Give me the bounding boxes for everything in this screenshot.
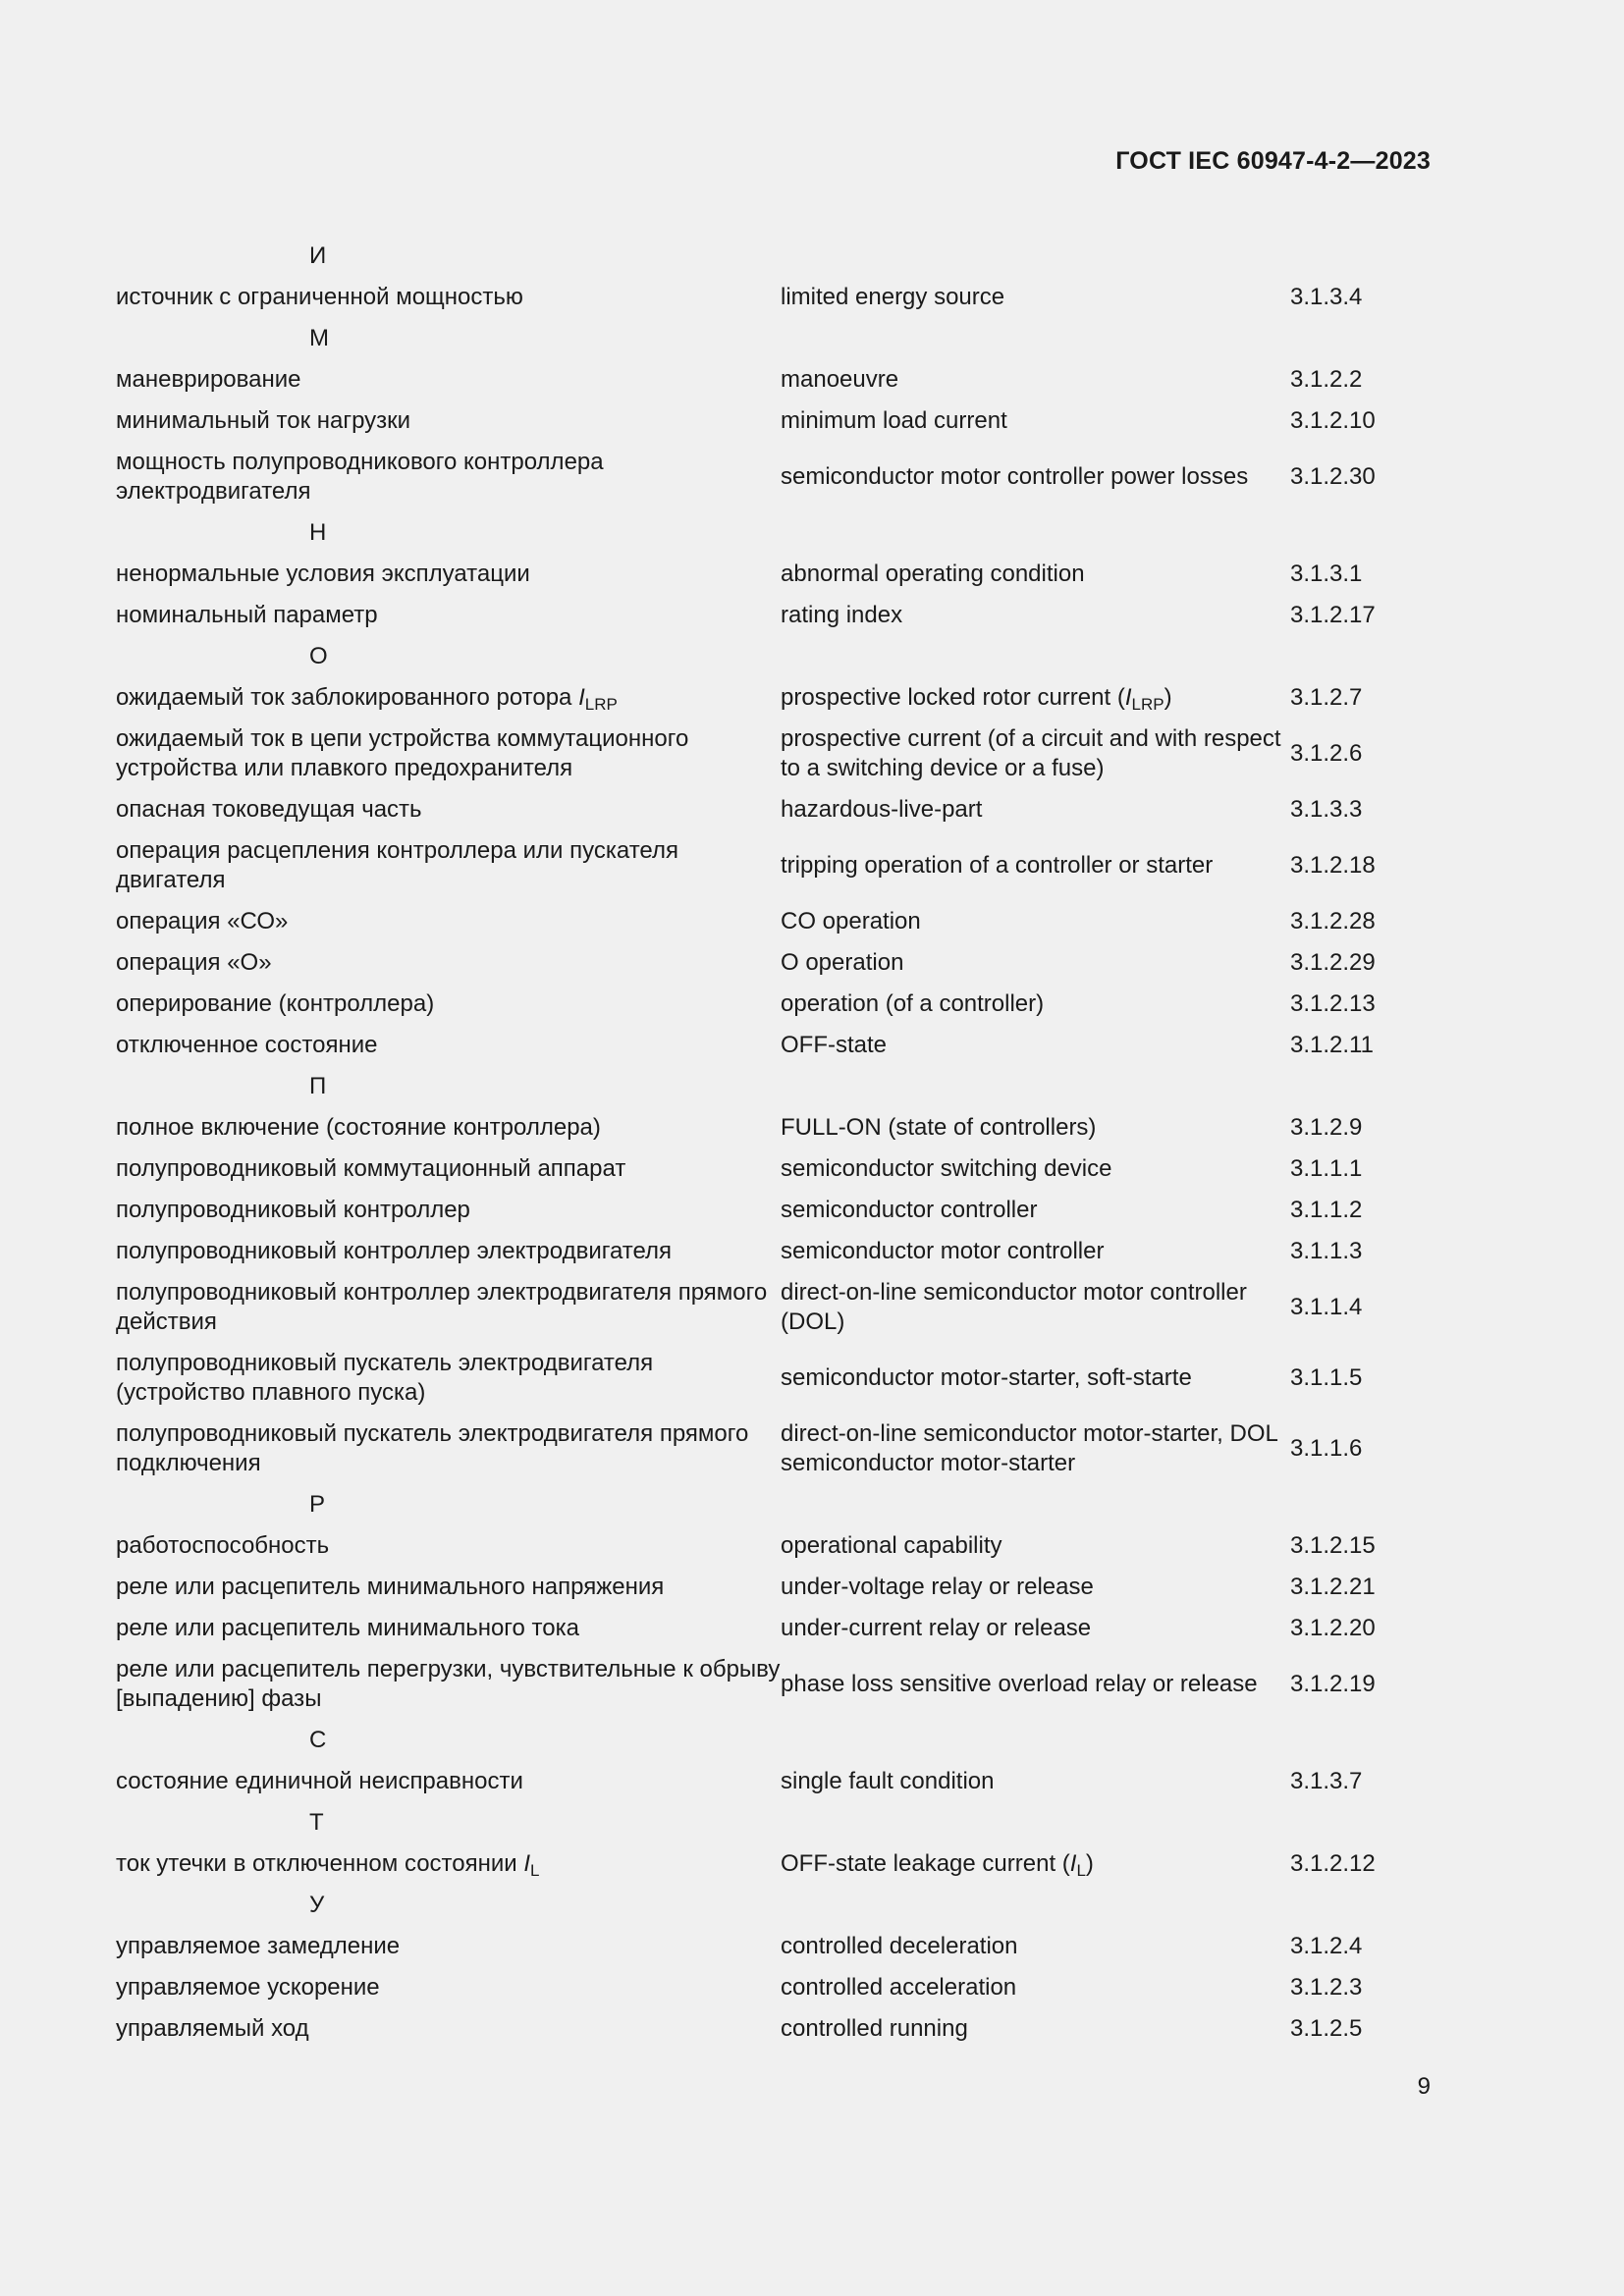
index-entry	[116, 1148, 1392, 1190]
index-entry	[116, 277, 1392, 318]
term-english-text: limited energy source	[781, 284, 1005, 310]
term-russian-text: реле или расцепитель минимального тока	[116, 1615, 579, 1641]
term-russian-text: операция расцепления контроллера или пускателя двигателя	[116, 837, 678, 893]
index-entry	[116, 1025, 1392, 1066]
letter-heading: Н	[309, 519, 327, 546]
term-english-suffix: )	[1085, 1850, 1094, 1877]
clause-reference: 3.1.2.2	[1290, 366, 1363, 393]
term-russian-subscript: L	[530, 1861, 540, 1880]
term-russian	[116, 1655, 781, 1714]
letter-heading: П	[309, 1073, 327, 1099]
index-entry	[116, 830, 1392, 901]
term-english-text: hazardous-live-part	[781, 796, 983, 823]
index-entry	[116, 1107, 1392, 1148]
term-russian-text: полупроводниковый пускатель электродвигателя (устройство плавного пуска)	[116, 1350, 654, 1406]
term-english-text: phase loss sensitive overload relay or release	[781, 1671, 1258, 1697]
term-russian	[116, 601, 781, 630]
clause-reference: 3.1.2.18	[1290, 852, 1376, 879]
term-english-suffix: )	[1164, 684, 1172, 711]
term-russian-text: ожидаемый ток заблокированного ротора	[116, 684, 579, 711]
term-russian	[116, 795, 781, 825]
index-entry	[116, 677, 1392, 719]
term-russian	[116, 1031, 781, 1060]
clause-reference: 3.1.2.20	[1290, 1615, 1376, 1641]
term-russian	[116, 1531, 781, 1561]
term-english	[781, 1419, 1290, 1478]
clause-reference: 3.1.2.12	[1290, 1850, 1376, 1877]
term-english-text: semiconductor motor controller power losses	[781, 463, 1249, 490]
term-english-text: OFF-state	[781, 1032, 888, 1058]
term-english-text: manoeuvre	[781, 366, 899, 393]
term-english-text: rating index	[781, 602, 903, 628]
term-russian-text: оперирование (контроллера)	[116, 990, 435, 1017]
index-entry	[116, 1608, 1392, 1649]
letter-heading-row	[116, 636, 1392, 677]
term-english	[781, 1113, 1290, 1143]
term-english	[781, 1614, 1290, 1643]
term-english-subscript: L	[1076, 1861, 1086, 1880]
letter-heading: М	[309, 325, 329, 351]
term-english-text: prospective locked rotor current (	[781, 684, 1125, 711]
clause-reference: 3.1.2.3	[1290, 1974, 1363, 2001]
term-english	[781, 989, 1290, 1019]
term-russian	[116, 1237, 781, 1266]
index-entry	[116, 1190, 1392, 1231]
index-entry	[116, 1525, 1392, 1567]
term-english-text: semiconductor motor-starter, soft-starte	[781, 1364, 1192, 1391]
term-russian-text: управляемый ход	[116, 2015, 309, 2042]
index-entry	[116, 789, 1392, 830]
term-russian	[116, 683, 781, 713]
letter-heading: И	[309, 242, 327, 269]
clause-reference: 3.1.2.17	[1290, 602, 1376, 628]
term-english	[781, 1531, 1290, 1561]
term-russian-text: ожидаемый ток в цепи устройства коммутационного устройства или плавкого предохранителя	[116, 725, 689, 781]
term-english	[781, 683, 1290, 713]
term-english-text: direct-on-line semiconductor motor-starter, DOL semiconductor motor-starter	[781, 1420, 1277, 1476]
index-entry	[116, 1967, 1392, 2008]
letter-heading: С	[309, 1727, 327, 1753]
term-english	[781, 1237, 1290, 1266]
term-english-subscript: LRP	[1131, 695, 1164, 714]
term-english	[781, 724, 1290, 783]
term-russian-text: операция «СО»	[116, 908, 289, 934]
clause-reference: 3.1.2.11	[1290, 1032, 1374, 1058]
clause-reference: 3.1.2.5	[1290, 2015, 1363, 2042]
clause-reference: 3.1.2.13	[1290, 990, 1376, 1017]
term-russian-text: полупроводниковый контроллер электродвигателя	[116, 1238, 673, 1264]
index-entry	[116, 400, 1392, 442]
term-english-text: CO operation	[781, 908, 921, 934]
term-russian-text: опасная токоведущая часть	[116, 796, 422, 823]
index-entry	[116, 1343, 1392, 1414]
term-russian	[116, 365, 781, 395]
term-english	[781, 1196, 1290, 1225]
term-russian-text: управляемое ускорение	[116, 1974, 380, 2001]
term-russian-text: полное включение (состояние контроллера)	[116, 1114, 601, 1141]
index-entry	[116, 2008, 1392, 2050]
term-russian	[116, 836, 781, 895]
clause-reference: 3.1.1.5	[1290, 1364, 1363, 1391]
term-english-text: tripping operation of a controller or starter	[781, 852, 1214, 879]
index-entry	[116, 1926, 1392, 1967]
term-russian-text: ток утечки в отключенном состоянии	[116, 1850, 524, 1877]
term-index	[116, 236, 1392, 2050]
term-english	[781, 851, 1290, 881]
clause-reference: 3.1.1.4	[1290, 1294, 1363, 1320]
term-russian	[116, 1849, 781, 1879]
clause-reference: 3.1.1.2	[1290, 1197, 1363, 1223]
term-russian-text: операция «О»	[116, 949, 272, 976]
term-english	[781, 907, 1290, 936]
term-russian	[116, 1767, 781, 1796]
term-english	[781, 1932, 1290, 1961]
term-russian	[116, 948, 781, 978]
letter-heading: Т	[309, 1809, 324, 1836]
term-english	[781, 1973, 1290, 2002]
term-english-text: operation (of a controller)	[781, 990, 1045, 1017]
letter-heading-row	[116, 1720, 1392, 1761]
term-russian-subscript: LRP	[584, 695, 618, 714]
index-entry	[116, 942, 1392, 984]
term-english-text: operational capability	[781, 1532, 1002, 1559]
clause-reference: 3.1.3.1	[1290, 561, 1363, 587]
term-russian-text: маневрирование	[116, 366, 301, 393]
term-english	[781, 1031, 1290, 1060]
letter-heading-row	[116, 236, 1392, 277]
term-russian	[116, 1419, 781, 1478]
term-english-text: abnormal operating condition	[781, 561, 1085, 587]
index-entry	[116, 1231, 1392, 1272]
clause-reference: 3.1.3.3	[1290, 796, 1363, 823]
term-russian-text: полупроводниковый коммутационный аппарат	[116, 1155, 626, 1182]
term-russian	[116, 1932, 781, 1961]
term-russian	[116, 1573, 781, 1602]
term-english-symbol: I	[1124, 684, 1132, 711]
term-russian	[116, 560, 781, 589]
term-english-text: semiconductor switching device	[781, 1155, 1112, 1182]
term-english-text: semiconductor motor controller	[781, 1238, 1105, 1264]
term-russian-text: минимальный ток нагрузки	[116, 407, 411, 434]
term-english	[781, 1363, 1290, 1393]
index-entry	[116, 1843, 1392, 1885]
term-russian-text: реле или расцепитель минимального напряжения	[116, 1574, 665, 1600]
clause-reference: 3.1.2.6	[1290, 740, 1363, 767]
term-english-text: controlled acceleration	[781, 1974, 1017, 2001]
term-russian	[116, 1614, 781, 1643]
term-russian-symbol: I	[578, 684, 585, 711]
clause-reference: 3.1.2.21	[1290, 1574, 1376, 1600]
index-entry	[116, 1414, 1392, 1484]
clause-reference: 3.1.2.7	[1290, 684, 1363, 711]
document-header: ГОСТ IEC 60947-4-2—2023	[1115, 147, 1431, 175]
term-english	[781, 1767, 1290, 1796]
term-english-text: controlled running	[781, 2015, 968, 2042]
index-entry	[116, 554, 1392, 595]
index-entry	[116, 719, 1392, 789]
term-russian	[116, 989, 781, 1019]
term-english	[781, 560, 1290, 589]
term-english	[781, 1670, 1290, 1699]
letter-heading: У	[309, 1892, 325, 1918]
clause-reference: 3.1.1.1	[1290, 1155, 1363, 1182]
term-russian-text: полупроводниковый пускатель электродвигателя прямого подключения	[116, 1420, 749, 1476]
index-entry	[116, 1649, 1392, 1720]
term-russian-text: реле или расцепитель перегрузки, чувствительные к обрыву [выпадению] фазы	[116, 1656, 781, 1712]
term-english	[781, 948, 1290, 978]
clause-reference: 3.1.2.28	[1290, 908, 1376, 934]
term-english-text: under-voltage relay or release	[781, 1574, 1094, 1600]
clause-reference: 3.1.1.3	[1290, 1238, 1363, 1264]
term-russian-text: управляемое замедление	[116, 1933, 401, 1959]
index-entry	[116, 595, 1392, 636]
index-entry	[116, 901, 1392, 942]
letter-heading-row	[116, 512, 1392, 554]
term-english-text: controlled deceleration	[781, 1933, 1018, 1959]
clause-reference: 3.1.3.4	[1290, 284, 1363, 310]
term-russian-symbol: I	[523, 1850, 531, 1877]
term-russian	[116, 283, 781, 312]
term-english-text: O operation	[781, 949, 904, 976]
letter-heading-row	[116, 318, 1392, 359]
term-russian	[116, 1973, 781, 2002]
term-russian	[116, 1278, 781, 1337]
term-russian	[116, 1349, 781, 1408]
clause-reference: 3.1.2.9	[1290, 1114, 1363, 1141]
term-english	[781, 462, 1290, 492]
letter-heading-row	[116, 1484, 1392, 1525]
term-english	[781, 1573, 1290, 1602]
term-english-symbol: I	[1069, 1850, 1077, 1877]
term-russian	[116, 406, 781, 436]
term-russian-text: полупроводниковый контроллер	[116, 1197, 470, 1223]
clause-reference: 3.1.2.15	[1290, 1532, 1376, 1559]
clause-reference: 3.1.2.29	[1290, 949, 1376, 976]
term-english	[781, 1849, 1290, 1879]
letter-heading-row	[116, 1802, 1392, 1843]
term-russian-text: номинальный параметр	[116, 602, 378, 628]
term-english	[781, 601, 1290, 630]
term-english-text: semiconductor controller	[781, 1197, 1038, 1223]
term-english-text: FULL-ON (state of controllers)	[781, 1114, 1097, 1141]
clause-reference: 3.1.2.10	[1290, 407, 1376, 434]
term-russian	[116, 907, 781, 936]
letter-heading: О	[309, 643, 328, 669]
term-russian	[116, 2014, 781, 2044]
clause-reference: 3.1.2.4	[1290, 1933, 1363, 1959]
term-russian	[116, 724, 781, 783]
term-russian	[116, 1196, 781, 1225]
index-entry	[116, 984, 1392, 1025]
term-english	[781, 795, 1290, 825]
term-russian-text: полупроводниковый контроллер электродвигателя прямого действия	[116, 1279, 768, 1335]
term-russian-text: источник с ограниченной мощностью	[116, 284, 523, 310]
index-entry	[116, 442, 1392, 512]
term-russian-text: состояние единичной неисправности	[116, 1768, 523, 1794]
term-english-text: prospective current (of a circuit and with respect to a switching device or a fuse)	[781, 725, 1281, 781]
term-russian-text: ненормальные условия эксплуатации	[116, 561, 530, 587]
term-russian-text: работоспособность	[116, 1532, 330, 1559]
term-russian-text: мощность полупроводникового контроллера электродвигателя	[116, 449, 604, 505]
index-entry	[116, 1761, 1392, 1802]
letter-heading-row	[116, 1885, 1392, 1926]
term-english-text: single fault condition	[781, 1768, 995, 1794]
term-english-text: under-current relay or release	[781, 1615, 1092, 1641]
clause-reference: 3.1.3.7	[1290, 1768, 1363, 1794]
index-entry	[116, 1272, 1392, 1343]
term-russian	[116, 448, 781, 507]
term-english	[781, 406, 1290, 436]
term-english-text: minimum load current	[781, 407, 1007, 434]
index-entry	[116, 1567, 1392, 1608]
letter-heading: Р	[309, 1491, 326, 1518]
term-english	[781, 365, 1290, 395]
term-russian	[116, 1154, 781, 1184]
term-english-text: OFF-state leakage current (	[781, 1850, 1070, 1877]
term-english	[781, 2014, 1290, 2044]
clause-reference: 3.1.2.30	[1290, 463, 1376, 490]
page-number: 9	[1417, 2073, 1431, 2100]
clause-reference: 3.1.1.6	[1290, 1435, 1363, 1462]
term-english	[781, 283, 1290, 312]
term-english	[781, 1278, 1290, 1337]
term-russian	[116, 1113, 781, 1143]
index-entry	[116, 359, 1392, 400]
term-english-text: direct-on-line semiconductor motor controller (DOL)	[781, 1279, 1247, 1335]
letter-heading-row	[116, 1066, 1392, 1107]
term-english	[781, 1154, 1290, 1184]
term-russian-text: отключенное состояние	[116, 1032, 378, 1058]
clause-reference: 3.1.2.19	[1290, 1671, 1376, 1697]
